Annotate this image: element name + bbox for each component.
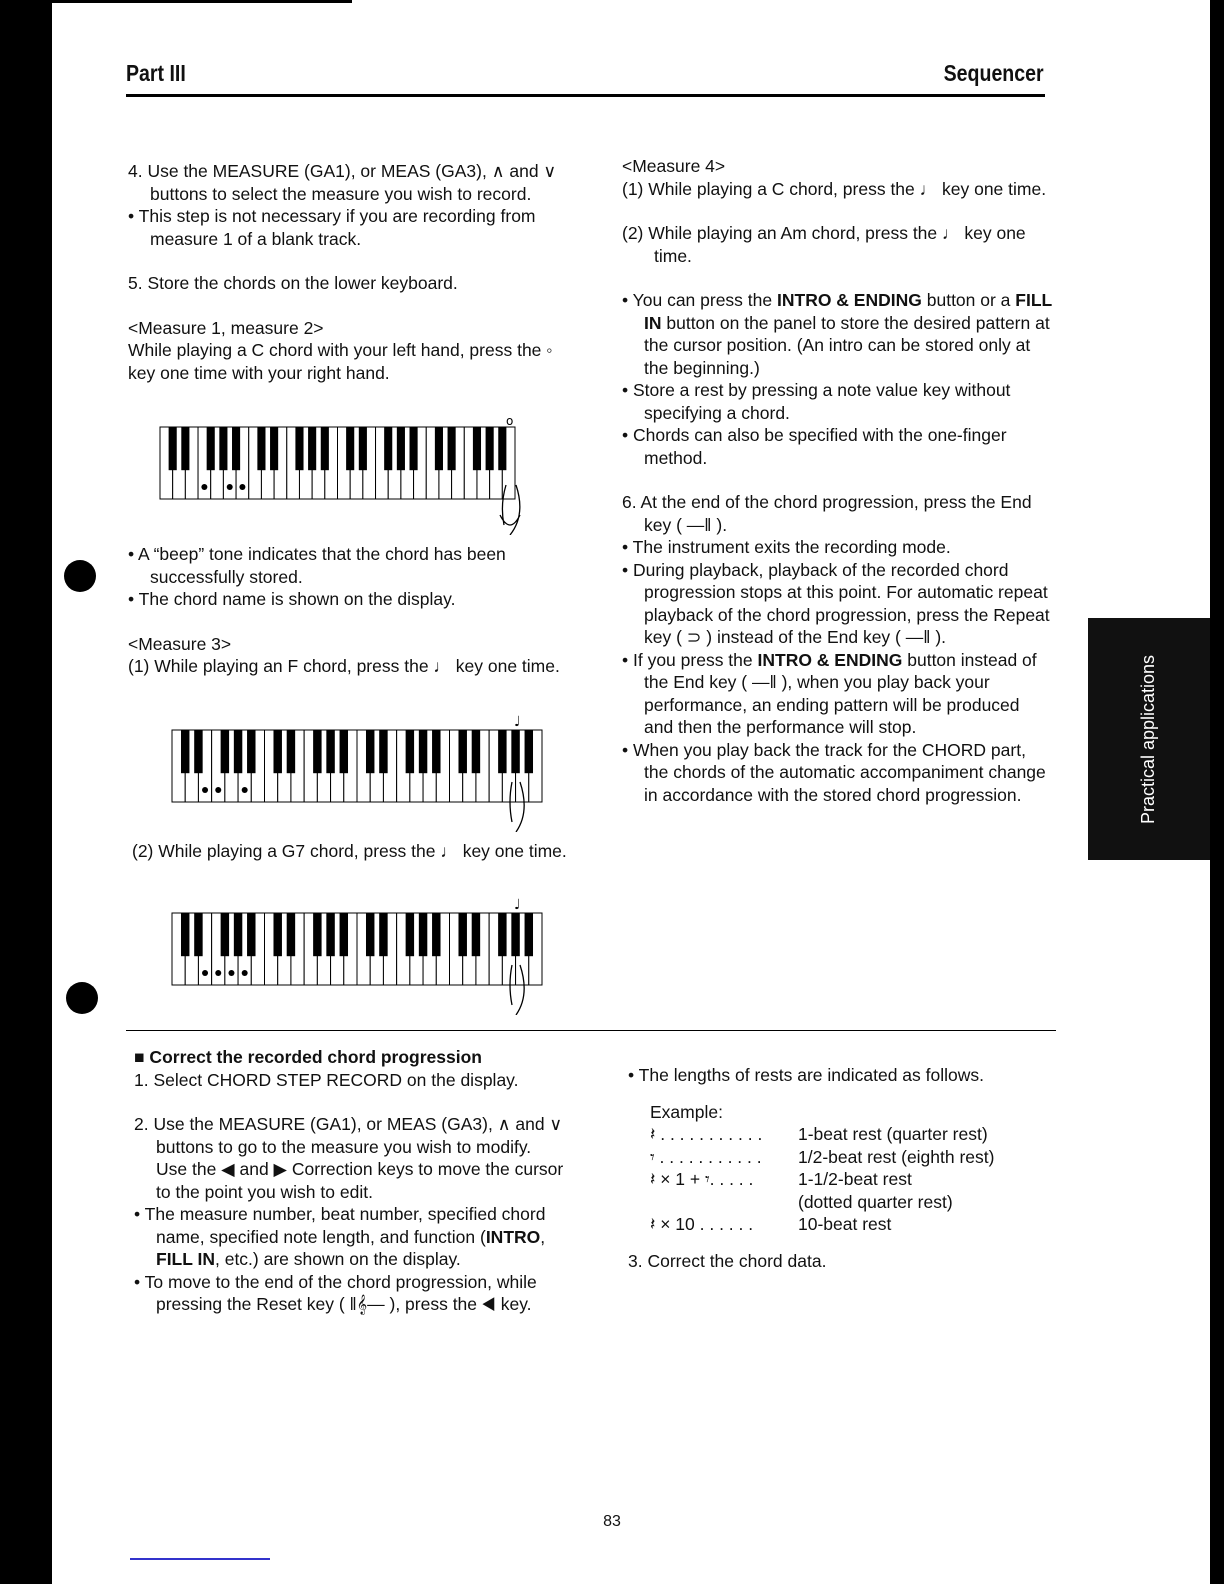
binder-hole-bottom bbox=[66, 982, 98, 1014]
side-tab-label: Practical applications bbox=[1138, 654, 1159, 824]
black-key bbox=[406, 730, 414, 773]
header-rule bbox=[126, 94, 1045, 97]
pressed-key-marker bbox=[202, 970, 208, 976]
black-key bbox=[359, 427, 367, 470]
black-key bbox=[194, 730, 202, 773]
scan-edge-right bbox=[1210, 0, 1224, 1584]
black-key bbox=[410, 427, 418, 470]
black-key bbox=[221, 730, 229, 773]
black-key bbox=[326, 730, 334, 773]
measure-4-title: <Measure 4> bbox=[622, 156, 726, 176]
whole-note-icon: o bbox=[506, 415, 514, 428]
quarter-note-icon: ♩ bbox=[514, 897, 521, 913]
keyboard-2-keys bbox=[172, 730, 542, 802]
binder-hole-top bbox=[64, 560, 96, 592]
correct-section-right bbox=[628, 1064, 1058, 1272]
correct-step-2: 2. Use the MEASURE (GA1), or MEAS (GA3), ∧ and ∨ buttons to go to the measure you wish to modify. Use the ◀ and ▶ Correction keys to move the cursor to the point you wish to edit. bbox=[134, 1114, 564, 1202]
playback-note: • During playback, playback of the recorded chord progression stops at this point. For automatic repeat playback of the chord progression, press the Repeat key ( ⊃ ) instead of the End key ( —‖ ). bbox=[622, 559, 1050, 647]
black-key bbox=[419, 913, 427, 956]
pressed-key-marker bbox=[215, 787, 221, 793]
chord-part-note: • When you play back the track for the CHORD part, the chords of the automatic accompaniment change in accordance with the stored chord progression. bbox=[622, 739, 1046, 805]
measure-4-step-1: (1) While playing a C chord, press the ♩ key one time. bbox=[622, 178, 1047, 199]
display-note: • The chord name is shown on the display. bbox=[128, 589, 456, 609]
measure-3-step-2: (2) While playing a G7 chord, press the ♩ key one time. bbox=[132, 841, 567, 861]
black-key bbox=[273, 913, 281, 956]
black-key bbox=[472, 913, 480, 956]
black-key bbox=[472, 730, 480, 773]
black-key bbox=[458, 913, 466, 956]
rest-symbol: 𝄽 × 1 + 𝄾. . . . . bbox=[650, 1169, 754, 1189]
header-section: Sequencer bbox=[944, 60, 1044, 86]
black-key bbox=[458, 730, 466, 773]
black-key bbox=[181, 427, 189, 470]
black-key bbox=[379, 913, 387, 956]
black-key bbox=[287, 730, 295, 773]
keyboard-3-keys bbox=[172, 913, 542, 985]
rest-row bbox=[650, 1168, 1058, 1191]
measure-3-step-1: (1) While playing an F chord, press the ♩ key one time. bbox=[128, 656, 560, 676]
intro-note: • You can press the INTRO & ENDING button or a FILL IN button on the panel to store the desired pattern at the cursor position. (An intro can be stored only at the beginning.) bbox=[622, 290, 1052, 378]
pressed-key-marker bbox=[227, 484, 233, 490]
header-part: Part III bbox=[126, 60, 186, 86]
correct-section-left bbox=[134, 1046, 564, 1316]
keyboard-illustration-1 bbox=[150, 415, 530, 535]
rest-row bbox=[650, 1123, 1058, 1146]
end-of-progression-note: • To move to the end of the chord progression, while pressing the Reset key ( ‖𝄞— ), press the ◀ key. bbox=[134, 1271, 537, 1314]
rest-note: • Store a rest by pressing a note value key without specifying a chord. bbox=[622, 380, 1011, 423]
pressed-key-marker bbox=[215, 970, 221, 976]
scan-edge-top bbox=[52, 0, 352, 3]
keyboard-1-keys bbox=[160, 427, 515, 499]
black-key bbox=[419, 730, 427, 773]
rest-symbol: 𝄽 × 10 . . . . . . bbox=[650, 1214, 754, 1234]
keyboard-illustration-2 bbox=[162, 712, 552, 832]
black-key bbox=[321, 427, 329, 470]
scan-edge-bottom bbox=[130, 1558, 270, 1560]
black-key bbox=[313, 913, 321, 956]
black-key bbox=[273, 730, 281, 773]
measure-1-2-text: While playing a C chord with your left hand, press the ◦ key one time with your right hand. bbox=[128, 340, 553, 383]
ending-note: • If you press the INTRO & ENDING button instead of the End key ( —‖ ), when you play back your performance, an ending pattern will be produced and then the performance will stop. bbox=[622, 649, 1037, 737]
black-key bbox=[219, 427, 227, 470]
black-key bbox=[257, 427, 265, 470]
left-column-notes bbox=[128, 543, 568, 678]
rest-row bbox=[650, 1213, 1058, 1236]
measure-1-2-title: <Measure 1, measure 2> bbox=[128, 317, 324, 338]
black-key bbox=[326, 913, 334, 956]
black-key bbox=[234, 730, 242, 773]
correct-step-1: 1. Select CHORD STEP RECORD on the display. bbox=[134, 1069, 519, 1090]
rest-row bbox=[650, 1146, 1058, 1169]
rest-description: 1-beat rest (quarter rest) bbox=[798, 1124, 988, 1144]
black-key bbox=[498, 730, 506, 773]
black-key bbox=[270, 427, 278, 470]
example-label: Example: bbox=[650, 1101, 723, 1122]
black-key bbox=[234, 913, 242, 956]
black-key bbox=[221, 913, 229, 956]
black-key bbox=[379, 730, 387, 773]
rest-description: (dotted quarter rest) bbox=[798, 1191, 953, 1212]
step-4: 4. Use the MEASURE (GA1), or MEAS (GA3), ∧ and ∨ buttons to select the measure you wish to record. bbox=[128, 161, 557, 204]
black-key bbox=[247, 913, 255, 956]
beep-note: • A “beep” tone indicates that the chord has been successfully stored. bbox=[128, 544, 506, 587]
pressed-key-marker bbox=[228, 970, 234, 976]
black-key bbox=[473, 427, 481, 470]
pressed-key-marker bbox=[242, 970, 248, 976]
pressed-key-marker bbox=[202, 787, 208, 793]
black-key bbox=[313, 730, 321, 773]
rest-symbol: 𝄾 . . . . . . . . . . . bbox=[650, 1146, 762, 1167]
rest-description: 1/2-beat rest (eighth rest) bbox=[798, 1146, 995, 1167]
black-key bbox=[340, 913, 348, 956]
black-key bbox=[525, 730, 533, 773]
black-key bbox=[397, 427, 405, 470]
exit-note: • The instrument exits the recording mode. bbox=[622, 537, 951, 557]
rests-intro: • The lengths of rests are indicated as follows. bbox=[628, 1065, 984, 1085]
right-column bbox=[622, 155, 1052, 806]
black-key bbox=[432, 913, 440, 956]
black-key bbox=[340, 730, 348, 773]
correct-step-3: 3. Correct the chord data. bbox=[628, 1250, 827, 1271]
black-key bbox=[346, 427, 354, 470]
black-key bbox=[384, 427, 392, 470]
black-key bbox=[435, 427, 443, 470]
step-6: 6. At the end of the chord progression, press the End key ( —‖ ). bbox=[622, 492, 1032, 535]
rest-description: 10-beat rest bbox=[798, 1214, 892, 1234]
section-rule bbox=[126, 1030, 1056, 1031]
black-key bbox=[406, 913, 414, 956]
pressed-key-marker bbox=[242, 787, 248, 793]
black-key bbox=[366, 913, 374, 956]
keyboard-illustration-3 bbox=[162, 895, 552, 1015]
pressed-key-marker bbox=[239, 484, 245, 490]
black-key bbox=[181, 730, 189, 773]
black-key bbox=[232, 427, 240, 470]
black-key bbox=[181, 913, 189, 956]
black-key bbox=[366, 730, 374, 773]
left-column-g7 bbox=[132, 840, 572, 863]
black-key bbox=[194, 913, 202, 956]
correct-title: ■ Correct the recorded chord progression bbox=[134, 1047, 483, 1067]
black-key bbox=[511, 913, 519, 956]
step-4-note: • This step is not necessary if you are recording from measure 1 of a blank track. bbox=[128, 206, 536, 249]
black-key bbox=[448, 427, 456, 470]
side-tab bbox=[1088, 618, 1210, 860]
measure-4-step-2: (2) While playing an Am chord, press the ♩ key one time. bbox=[622, 223, 1026, 266]
black-key bbox=[247, 730, 255, 773]
black-key bbox=[432, 730, 440, 773]
rest-description: 1-1/2-beat rest bbox=[798, 1169, 912, 1189]
step-5: 5. Store the chords on the lower keyboard. bbox=[128, 273, 458, 293]
scan-edge-left bbox=[0, 0, 52, 1584]
black-key bbox=[511, 730, 519, 773]
rests-list bbox=[650, 1123, 1058, 1236]
page-number: 83 bbox=[603, 1513, 621, 1530]
black-key bbox=[169, 427, 177, 470]
black-key bbox=[287, 913, 295, 956]
measure-3-title: <Measure 3> bbox=[128, 633, 232, 654]
quarter-note-icon: ♩ bbox=[514, 714, 521, 730]
left-column bbox=[128, 160, 558, 384]
black-key bbox=[207, 427, 215, 470]
one-finger-note: • Chords can also be specified with the one-finger method. bbox=[622, 425, 1007, 468]
black-key bbox=[525, 913, 533, 956]
black-key bbox=[295, 427, 303, 470]
black-key bbox=[308, 427, 316, 470]
black-key bbox=[498, 427, 506, 470]
rest-row bbox=[650, 1191, 1058, 1214]
pressed-key-marker bbox=[201, 484, 207, 490]
black-key bbox=[486, 427, 494, 470]
rest-symbol bbox=[650, 1191, 798, 1214]
rest-symbol: 𝄽 . . . . . . . . . . . bbox=[650, 1124, 763, 1144]
black-key bbox=[498, 913, 506, 956]
display-info-note: • The measure number, beat number, specified chord name, specified note length, and function (INTRO, FILL IN, etc.) are shown on the display. bbox=[134, 1204, 546, 1269]
